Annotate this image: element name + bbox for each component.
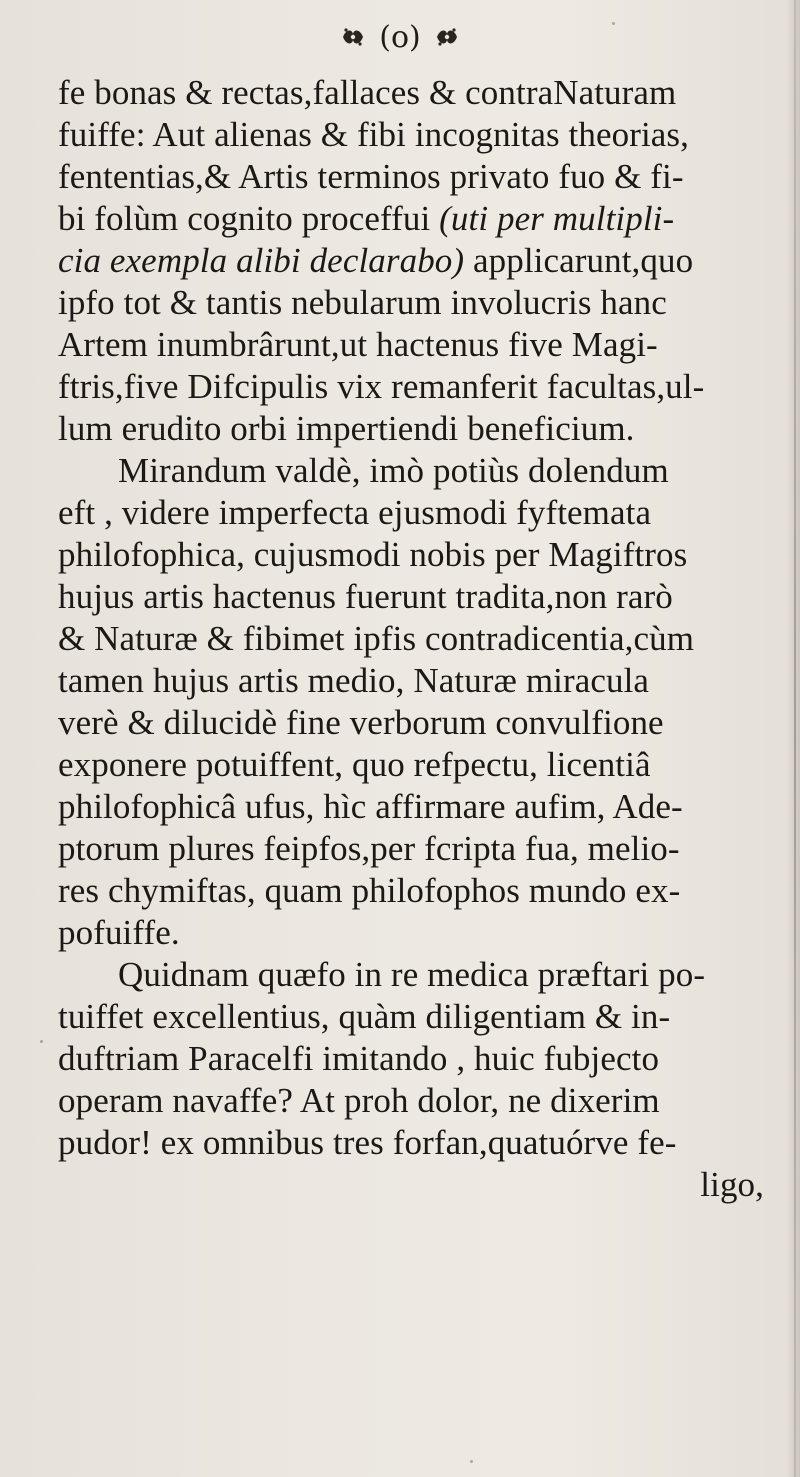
text-line: ipfo tot & tantis nebularum involucris hanc <box>58 283 667 322</box>
text-line: operam navaffe? At proh dolor, ne dixerim <box>58 1081 660 1120</box>
paper-speck <box>612 22 615 25</box>
text-line: fe bonas & rectas,fallaces & contraNaturam <box>58 73 677 112</box>
text-line: exponere potuiffent, quo refpectu, licentiâ <box>58 745 651 784</box>
text-line: pudor! ex omnibus tres forfan,quatuórve fe- <box>58 1123 677 1162</box>
text-line: Quidnam quæfo in re medica præftari po- <box>118 955 706 994</box>
text-line <box>58 240 794 282</box>
text-line-italic: cia exempla alibi declarabo) <box>58 241 465 280</box>
text-line-italic: (uti per multipli- <box>439 199 675 238</box>
text-line: ptorum plures feipfos,per fcripta fua, melio- <box>58 829 680 868</box>
text-line <box>58 198 794 240</box>
text-line: & Naturæ & fibimet ipfis contradicentia,cùm <box>58 619 695 658</box>
body-text <box>58 72 794 1206</box>
page-number-marker: (o) <box>379 19 421 55</box>
paper-speck <box>40 1040 43 1043</box>
text-line: Mirandum valdè, imò potiùs dolendum <box>118 451 669 490</box>
text-line: Artem inumbrârunt,ut hactenus five Magi- <box>58 325 658 364</box>
text-line: duftriam Paracelfi imitando , huic fubjecto <box>58 1039 660 1078</box>
text-line: fuiffe: Aut alienas & fibi incognitas theorias, <box>58 115 689 154</box>
text-line: fententias,& Artis terminos privato fuo & fi- <box>58 157 684 196</box>
text-line-roman: applicarunt,quo <box>464 241 694 280</box>
text-line: tuiffet excellentius, quàm diligentiam & in- <box>58 997 671 1036</box>
left-fleuron-icon <box>340 26 366 48</box>
page-gutter-edge <box>794 0 796 1477</box>
text-line: philofophica, cujusmodi nobis per Magiftros <box>58 535 688 574</box>
right-fleuron-icon <box>434 26 460 48</box>
text-line: philofophicâ ufus, hìc affirmare aufim, Ade- <box>58 787 683 826</box>
text-line: verè & dilucidè fine verborum convulfione <box>58 703 664 742</box>
text-line: ftris,five Difcipulis vix remanferit facultas,ul- <box>58 367 705 406</box>
text-line: tamen hujus artis medio, Naturæ miracula <box>58 661 650 700</box>
text-line: res chymiftas, quam philofophos mundo ex- <box>58 871 681 910</box>
text-line-roman: bi folùm cognito proceffui <box>58 199 440 238</box>
catchword: ligo, <box>700 1165 764 1204</box>
text-line: lum erudito orbi impertiendi beneficium. <box>58 409 635 448</box>
text-line: eft , videre imperfecta ejusmodi fyftemata <box>58 493 652 532</box>
page-header <box>0 18 800 55</box>
paper-speck <box>470 1460 473 1463</box>
text-line: pofuiffe. <box>58 913 180 952</box>
text-line: hujus artis hactenus fuerunt tradita,non rarò <box>58 577 673 616</box>
